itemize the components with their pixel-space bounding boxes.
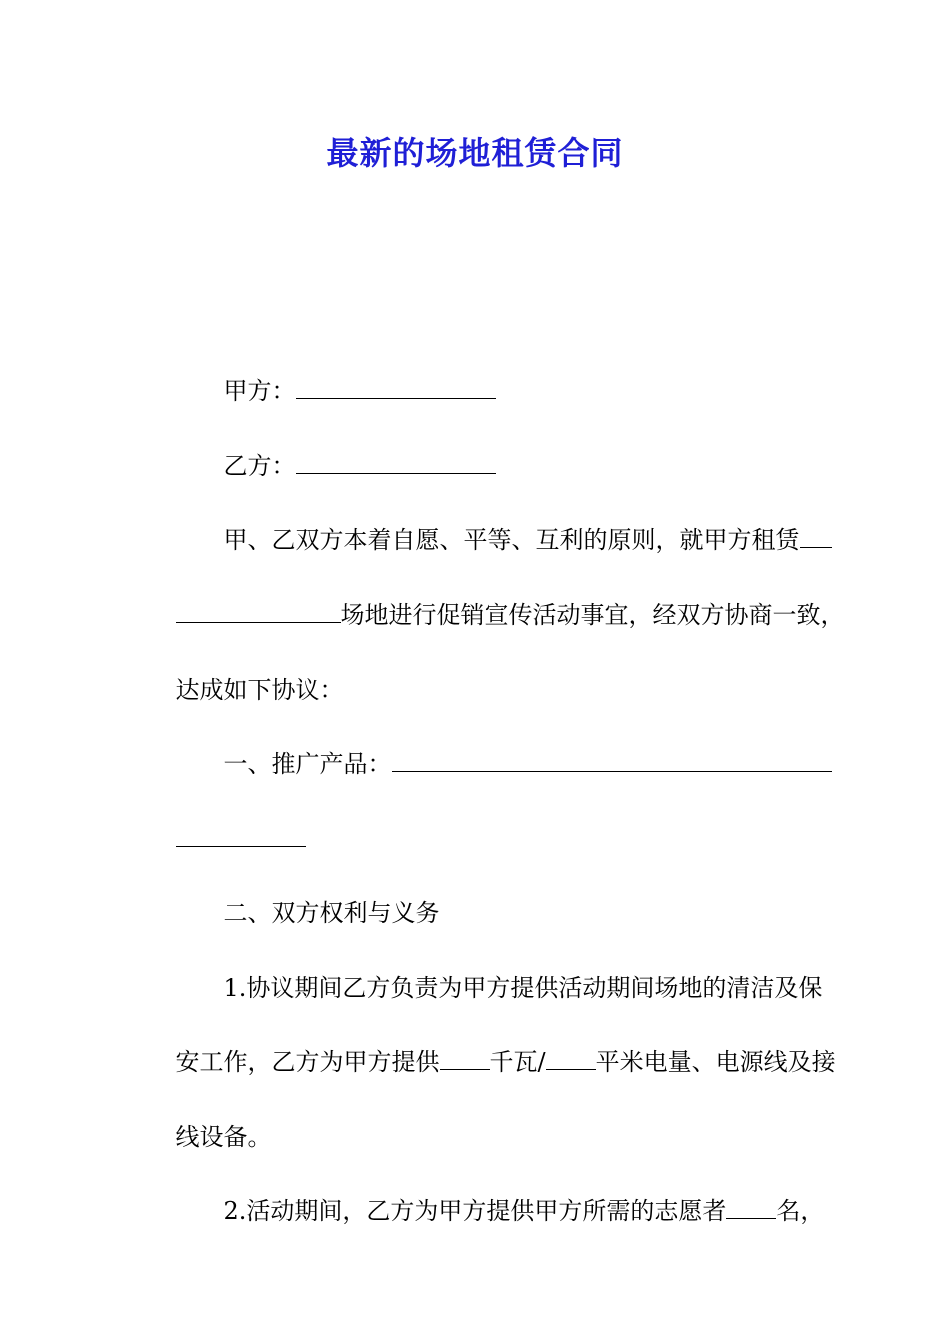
party-a-blank [296, 378, 496, 399]
item-2-text-1a: 2.活动期间，乙方为甲方提供甲方所需的志愿者 [223, 1197, 727, 1225]
volunteer-count-blank [726, 1198, 776, 1219]
kilowatt-blank [440, 1049, 490, 1070]
document-title: 最新的场地租赁合同 [326, 134, 624, 172]
item-2-line-1 [193, 1166, 824, 1256]
party-b-label: 乙方： [223, 452, 296, 480]
section-2-heading-text: 二、双方权利与义务 [223, 899, 440, 927]
venue-blank-a [800, 527, 832, 548]
venue-blank-b [176, 602, 341, 623]
party-b-blank [296, 453, 496, 474]
party-a-label: 甲方： [223, 377, 296, 405]
item-2-text-1b: 名， [776, 1197, 825, 1225]
intro-text-1: 甲、乙双方本着自愿、平等、互利的原则，就甲方租赁 [223, 526, 800, 554]
square-meter-blank [546, 1049, 596, 1070]
item-1-text-2b: 千瓦/ [489, 1048, 546, 1076]
intro-text-3: 达成如下协议： [175, 676, 344, 704]
intro-text-2: 场地进行促销宣传活动事宜，经双方协商一致， [340, 601, 845, 629]
product-blank-a [392, 751, 832, 772]
item-1-text-2c: 平米电量、电源线及接 [595, 1048, 836, 1076]
item-1-text-1: 1.协议期间乙方负责为甲方提供活动期间场地的清洁及保 [223, 974, 823, 1002]
item-1-text-3: 线设备。 [175, 1123, 272, 1151]
section-1-label: 一、推广产品： [223, 750, 392, 778]
item-1-text-2a: 安工作，乙方为甲方提供 [175, 1048, 440, 1076]
product-blank-b [176, 826, 306, 847]
